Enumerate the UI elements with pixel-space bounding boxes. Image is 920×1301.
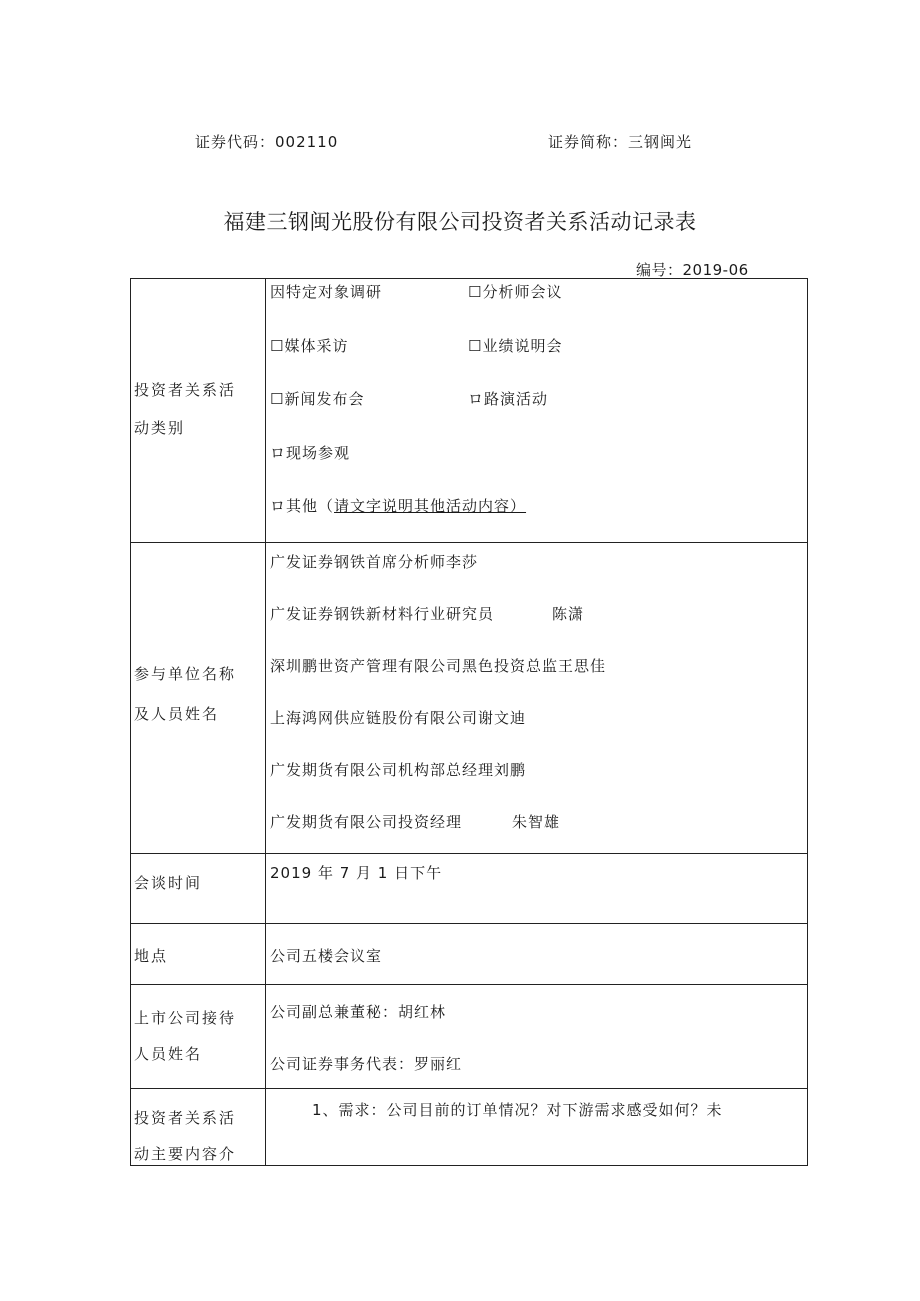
label-participants xyxy=(131,543,266,854)
participant-item xyxy=(270,653,807,705)
option-label: 新闻发布会 xyxy=(284,390,365,408)
option-roadshow[interactable] xyxy=(468,386,548,440)
reception-staff-item: 公司证券事务代表：罗丽红 xyxy=(270,1055,463,1073)
option-media-interview[interactable] xyxy=(270,333,468,387)
reception-staff-list xyxy=(266,985,808,1089)
participant-org: 上海鸿网供应链股份有限公司谢文迪 xyxy=(270,709,527,727)
label-line: 人员姓名 xyxy=(134,1045,203,1063)
participant-item xyxy=(270,809,807,849)
option-label: 其他（ xyxy=(286,497,335,515)
label-activity-category xyxy=(131,279,266,543)
option-label: 分析师会议 xyxy=(482,283,563,301)
row-reception-staff xyxy=(131,985,808,1089)
option-label: 媒体采访 xyxy=(284,336,349,355)
option-row xyxy=(270,279,807,333)
label-line: 地点 xyxy=(134,947,169,965)
location-text: 公司五楼会议室 xyxy=(270,947,383,965)
participant-org: 深圳鹏世资产管理有限公司黑色投资总监王思佳 xyxy=(270,657,607,675)
row-location xyxy=(131,924,808,985)
participant-item xyxy=(270,757,807,809)
checkbox-icon: ☐ xyxy=(468,283,483,301)
option-label: 特定对象调研 xyxy=(286,283,383,301)
activity-content-text: 1、需求：公司目前的订单情况？对下游需求感受如何？未 xyxy=(312,1101,723,1119)
checkbox-icon: ☐ xyxy=(468,336,483,355)
label-line: 参与单位名称 xyxy=(134,665,237,683)
row-activity-category xyxy=(131,279,808,543)
option-label: 业绩说明会 xyxy=(482,336,563,355)
other-activity-note: 请文字说明其他活动内容） xyxy=(334,497,527,515)
row-participants xyxy=(131,543,808,854)
label-activity-content xyxy=(131,1089,266,1166)
document-title: 福建三钢闽光股份有限公司投资者关系活动记录表 xyxy=(223,210,697,234)
label-line: 投资者关系活 xyxy=(134,381,237,399)
label-meeting-time xyxy=(131,854,266,924)
location-value xyxy=(266,924,808,985)
meeting-time-text: 2019 年 7 月 1 日下午 xyxy=(270,864,443,882)
stock-abbreviation: 证券简称：三钢闽光 xyxy=(548,133,693,151)
label-line: 及人员姓名 xyxy=(134,705,220,723)
serial-number: 编号：2019-06 xyxy=(636,261,749,279)
reception-staff-item: 公司副总兼董秘：胡红林 xyxy=(270,1003,447,1021)
checkbox-icon: ロ xyxy=(270,497,287,515)
participant-org: 广发期货有限公司投资经理 xyxy=(270,813,463,831)
row-activity-content xyxy=(131,1089,808,1166)
checkbox-icon: ロ xyxy=(270,443,287,462)
label-line: 投资者关系活 xyxy=(134,1109,237,1127)
option-label: 路演活动 xyxy=(484,390,549,408)
label-line: 会谈时间 xyxy=(134,874,203,892)
option-label: 现场参观 xyxy=(286,443,351,462)
participants-list xyxy=(266,543,808,854)
option-analyst-meeting[interactable] xyxy=(468,279,562,333)
stock-code: 证券代码：002110 xyxy=(195,133,339,151)
participant-item xyxy=(270,705,807,757)
row-meeting-time xyxy=(131,854,808,924)
label-location xyxy=(131,924,266,985)
checkbox-icon: ☐ xyxy=(270,390,285,408)
record-table xyxy=(130,278,808,1166)
category-options xyxy=(266,279,808,543)
checkbox-icon: ロ xyxy=(468,390,485,408)
checkbox-icon: ☐ xyxy=(270,336,285,355)
label-line: 动主要内容介 xyxy=(134,1145,237,1163)
participant-org: 广发证券钢铁首席分析师李莎 xyxy=(270,553,479,571)
option-row xyxy=(270,333,807,387)
participant-name: 陈潇 xyxy=(552,605,585,623)
activity-content-value xyxy=(266,1089,808,1166)
meeting-time-value xyxy=(266,854,808,924)
participant-item xyxy=(270,549,807,601)
label-line: 上市公司接待 xyxy=(134,1009,237,1027)
option-other[interactable] xyxy=(270,493,807,519)
participant-name: 朱智雄 xyxy=(512,813,561,831)
option-press-conference[interactable] xyxy=(270,386,468,440)
option-site-visit[interactable] xyxy=(270,440,807,494)
participant-org: 广发证券钢铁新材料行业研究员 xyxy=(270,605,495,623)
participant-item xyxy=(270,601,807,653)
checked-box-icon: 因 xyxy=(270,283,287,301)
option-earnings-briefing[interactable] xyxy=(468,333,562,387)
option-special-research[interactable] xyxy=(270,279,468,333)
label-line: 动类别 xyxy=(134,419,186,437)
option-row xyxy=(270,386,807,440)
participant-org: 广发期货有限公司机构部总经理刘鹏 xyxy=(270,761,527,779)
label-reception-staff xyxy=(131,985,266,1089)
